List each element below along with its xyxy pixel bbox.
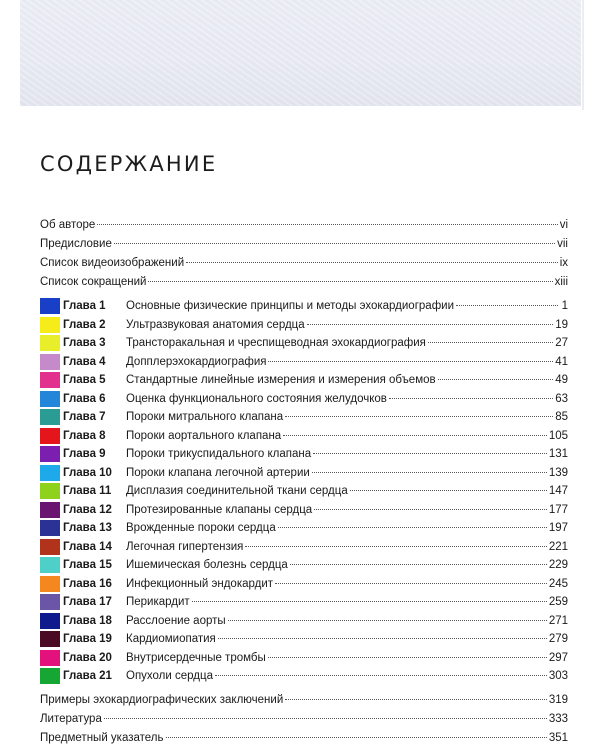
dot-leader bbox=[313, 453, 547, 454]
dot-leader bbox=[314, 509, 547, 510]
toc-entry-page: vi bbox=[559, 219, 568, 231]
chapter-title: Пороки клапана легочной артерии bbox=[126, 466, 310, 479]
header-texture-band bbox=[20, 0, 581, 106]
dot-leader bbox=[290, 564, 547, 565]
chapter-label: Глава 6 bbox=[63, 392, 106, 405]
dot-leader bbox=[428, 342, 553, 343]
chapter-label: Глава 10 bbox=[63, 466, 112, 479]
chapter-label: Глава 3 bbox=[63, 337, 106, 349]
chapter-label: Глава 9 bbox=[63, 448, 106, 460]
chapter-label: Глава 8 bbox=[63, 429, 106, 442]
chapter-color-swatch bbox=[40, 354, 60, 370]
dot-leader bbox=[192, 601, 547, 602]
chapter-page: 19 bbox=[555, 318, 568, 331]
chapter-title: Пороки митрального клапана bbox=[126, 411, 284, 423]
chapter-page: 197 bbox=[548, 522, 568, 534]
table-of-contents bbox=[40, 216, 568, 748]
chapter-page: 85 bbox=[555, 411, 568, 423]
toc-entry[interactable] bbox=[40, 216, 568, 235]
dot-leader bbox=[285, 699, 547, 700]
dot-leader bbox=[278, 527, 547, 528]
chapter-color-swatch bbox=[40, 576, 60, 592]
chapter-page: 41 bbox=[555, 355, 568, 368]
chapter-label: Глава 17 bbox=[63, 596, 112, 608]
chapter-color-swatch bbox=[40, 391, 60, 407]
page-edge bbox=[582, 0, 584, 110]
chapter-entry[interactable] bbox=[40, 538, 568, 557]
chapter-label: Глава 5 bbox=[63, 374, 106, 386]
chapter-page: 105 bbox=[548, 429, 568, 442]
chapter-entry[interactable] bbox=[40, 427, 568, 446]
toc-entry-title: Примеры эхокардиографических заключений bbox=[40, 693, 284, 706]
toc-entry[interactable] bbox=[40, 273, 568, 292]
chapter-title: Опухоли сердца bbox=[126, 670, 213, 682]
chapter-entry[interactable] bbox=[40, 630, 568, 649]
chapter-label: Глава 15 bbox=[63, 559, 112, 571]
dot-leader bbox=[283, 435, 547, 436]
toc-entry-page: vii bbox=[557, 238, 568, 250]
toc-entry[interactable] bbox=[40, 729, 568, 748]
dot-leader bbox=[456, 305, 558, 306]
dot-leader bbox=[438, 379, 554, 380]
chapter-entry[interactable] bbox=[40, 593, 568, 612]
chapter-entry[interactable] bbox=[40, 556, 568, 575]
dot-leader bbox=[350, 490, 547, 491]
chapter-color-swatch bbox=[40, 372, 60, 388]
toc-entry-page: 319 bbox=[548, 693, 568, 706]
chapter-title: Перикардит bbox=[126, 596, 190, 608]
toc-entry-title: Список видеоизображений bbox=[40, 257, 185, 269]
chapter-label: Глава 18 bbox=[63, 614, 112, 627]
toc-entry[interactable] bbox=[40, 235, 568, 254]
chapter-entry[interactable] bbox=[40, 316, 568, 335]
chapter-title: Ультразвуковая анатомия сердца bbox=[126, 318, 305, 331]
chapter-color-swatch bbox=[40, 613, 60, 629]
chapter-entry[interactable] bbox=[40, 445, 568, 464]
dot-leader bbox=[104, 718, 547, 719]
dot-leader bbox=[285, 416, 553, 417]
chapter-title: Легочная гипертензия bbox=[126, 540, 244, 553]
chapter-page: 139 bbox=[548, 466, 568, 479]
chapter-page: 297 bbox=[548, 651, 568, 664]
dot-leader bbox=[114, 243, 555, 244]
dot-leader bbox=[312, 472, 547, 473]
chapter-page: 177 bbox=[548, 503, 568, 516]
chapter-title: Кардиомиопатия bbox=[126, 633, 216, 645]
chapter-entry[interactable] bbox=[40, 519, 568, 538]
chapter-color-swatch bbox=[40, 520, 60, 536]
dot-leader bbox=[97, 224, 557, 225]
chapter-entry[interactable] bbox=[40, 612, 568, 631]
toc-entry-page: 351 bbox=[548, 731, 568, 744]
chapter-page: 279 bbox=[548, 633, 568, 645]
chapter-color-swatch bbox=[40, 483, 60, 499]
chapter-page: 229 bbox=[548, 559, 568, 571]
chapter-color-swatch bbox=[40, 428, 60, 444]
chapter-color-swatch bbox=[40, 317, 60, 333]
chapter-title: Врожденные пороки сердца bbox=[126, 522, 276, 534]
chapter-title: Пороки аортального клапана bbox=[126, 429, 282, 442]
chapter-page: 221 bbox=[548, 540, 568, 553]
chapter-page: 271 bbox=[548, 614, 568, 627]
chapter-label: Глава 14 bbox=[63, 540, 112, 553]
dot-leader bbox=[275, 583, 547, 584]
toc-entry-title: Об авторе bbox=[40, 219, 96, 231]
chapter-entry[interactable] bbox=[40, 464, 568, 483]
chapter-title: Основные физические принципы и методы эхокардиографии bbox=[126, 300, 455, 312]
chapter-entry[interactable] bbox=[40, 390, 568, 409]
chapter-color-swatch bbox=[40, 298, 60, 314]
toc-entry-title: Список сокращений bbox=[40, 276, 147, 288]
dot-leader bbox=[245, 546, 546, 547]
chapter-title: Стандартные линейные измерения и измерения объемов bbox=[126, 374, 436, 386]
chapter-label: Глава 7 bbox=[63, 411, 106, 423]
chapter-title: Инфекционный эндокардит bbox=[126, 577, 274, 590]
toc-entry-title: Литература bbox=[40, 712, 102, 725]
chapter-label: Глава 11 bbox=[63, 485, 112, 497]
chapter-color-swatch bbox=[40, 668, 60, 684]
chapter-entry[interactable] bbox=[40, 353, 568, 372]
dot-leader bbox=[268, 657, 547, 658]
toc-entry-page: ix bbox=[559, 257, 568, 269]
toc-entry[interactable] bbox=[40, 254, 568, 273]
dot-leader bbox=[215, 675, 547, 676]
dot-leader bbox=[228, 620, 547, 621]
chapter-entry[interactable] bbox=[40, 667, 568, 686]
dot-leader bbox=[389, 398, 553, 399]
chapter-page: 259 bbox=[548, 596, 568, 608]
dot-leader bbox=[186, 262, 558, 263]
toc-entry[interactable] bbox=[40, 710, 568, 729]
chapter-title: Протезированные клапаны сердца bbox=[126, 503, 313, 516]
dot-leader bbox=[307, 324, 554, 325]
chapter-page: 245 bbox=[548, 577, 568, 590]
chapter-page: 27 bbox=[555, 337, 568, 349]
chapter-page: 1 bbox=[561, 300, 568, 312]
toc-entry-title: Предметный указатель bbox=[40, 731, 164, 744]
dot-leader bbox=[218, 638, 547, 639]
chapter-label: Глава 16 bbox=[63, 577, 112, 590]
chapter-title: Внутрисердечные тромбы bbox=[126, 651, 266, 664]
chapter-entry[interactable] bbox=[40, 371, 568, 390]
toc-entry-page: xiii bbox=[554, 276, 568, 288]
back-matter-list bbox=[40, 691, 568, 748]
toc-entry-title: Предисловие bbox=[40, 238, 112, 250]
chapter-color-swatch bbox=[40, 631, 60, 647]
chapter-color-swatch bbox=[40, 446, 60, 462]
chapter-page: 131 bbox=[548, 448, 568, 460]
chapter-label: Глава 21 bbox=[63, 670, 112, 682]
chapter-list bbox=[40, 297, 568, 686]
chapter-color-swatch bbox=[40, 335, 60, 351]
chapter-title: Трансторакальная и чреспищеводная эхокардиография bbox=[126, 337, 426, 349]
chapter-title: Допплерэхокардиография bbox=[126, 355, 267, 368]
chapter-color-swatch bbox=[40, 650, 60, 666]
chapter-color-swatch bbox=[40, 539, 60, 555]
chapter-label: Глава 12 bbox=[63, 503, 112, 516]
chapter-color-swatch bbox=[40, 594, 60, 610]
chapter-title: Расслоение аорты bbox=[126, 614, 226, 627]
chapter-label: Глава 19 bbox=[63, 633, 112, 645]
chapter-color-swatch bbox=[40, 409, 60, 425]
chapter-page: 49 bbox=[555, 374, 568, 386]
chapter-label: Глава 1 bbox=[63, 300, 106, 312]
front-matter-list bbox=[40, 216, 568, 292]
chapter-entry[interactable] bbox=[40, 649, 568, 668]
chapter-color-swatch bbox=[40, 465, 60, 481]
chapter-entry[interactable] bbox=[40, 297, 568, 316]
chapter-title: Ишемическая болезнь сердца bbox=[126, 559, 288, 571]
chapter-label: Глава 13 bbox=[63, 522, 112, 534]
chapter-label: Глава 20 bbox=[63, 651, 112, 664]
chapter-color-swatch bbox=[40, 557, 60, 573]
dot-leader bbox=[166, 737, 547, 738]
chapter-page: 147 bbox=[548, 485, 568, 497]
page-title: СОДЕРЖАНИЕ bbox=[40, 152, 218, 176]
chapter-label: Глава 4 bbox=[63, 355, 106, 368]
chapter-entry[interactable] bbox=[40, 334, 568, 353]
chapter-color-swatch bbox=[40, 502, 60, 518]
chapter-title: Пороки трикуспидального клапана bbox=[126, 448, 312, 460]
chapter-label: Глава 2 bbox=[63, 318, 106, 331]
chapter-entry[interactable] bbox=[40, 482, 568, 501]
chapter-page: 63 bbox=[555, 392, 568, 405]
chapter-entry[interactable] bbox=[40, 575, 568, 594]
dot-leader bbox=[268, 361, 553, 362]
chapter-entry[interactable] bbox=[40, 408, 568, 427]
chapter-entry[interactable] bbox=[40, 501, 568, 520]
chapter-page: 303 bbox=[548, 670, 568, 682]
toc-entry-page: 333 bbox=[548, 712, 568, 725]
chapter-title: Дисплазия соединительной ткани сердца bbox=[126, 485, 348, 497]
chapter-title: Оценка функционального состояния желудочков bbox=[126, 392, 387, 405]
dot-leader bbox=[148, 281, 552, 282]
toc-entry[interactable] bbox=[40, 691, 568, 710]
